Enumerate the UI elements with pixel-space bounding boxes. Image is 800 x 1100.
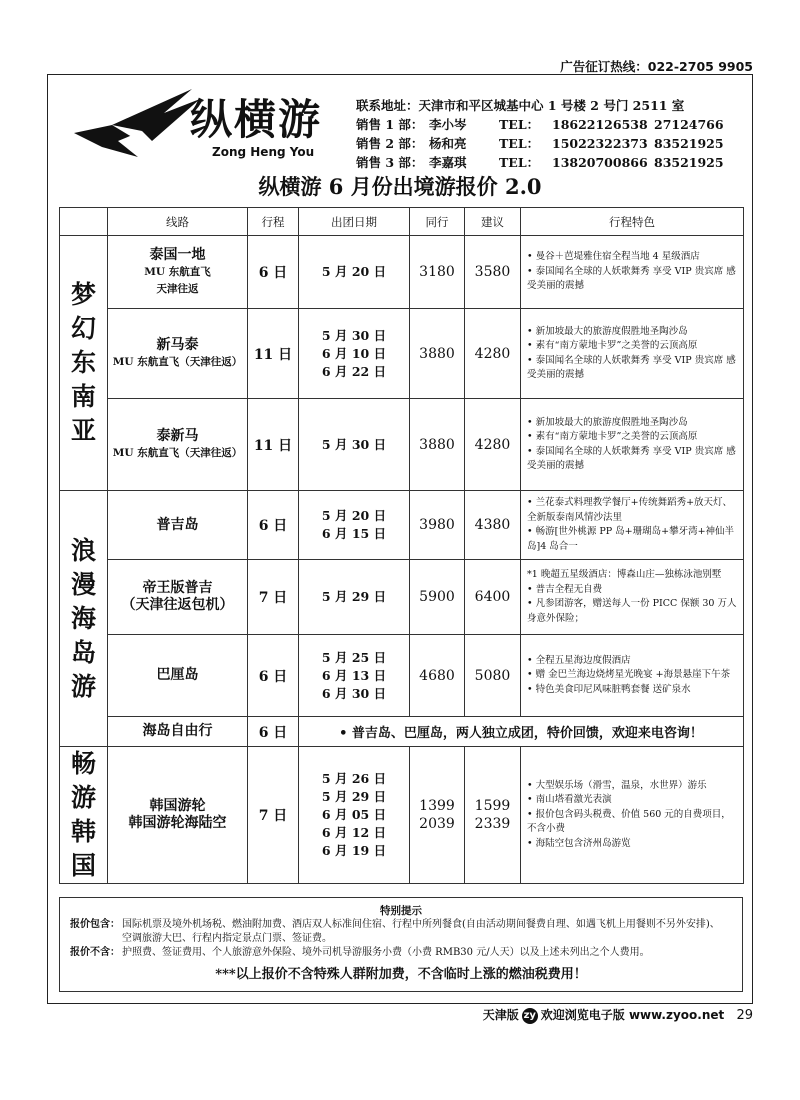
company-logo bbox=[72, 83, 338, 165]
features-cell: • 全程五星海边度假酒店 • 赠 金巴兰海边烧烤星光晚宴 +海景悬崖下午茶 • 特色美食印尼风味脏鸭套餐 送矿泉水 bbox=[521, 635, 744, 717]
peer-price: 3880 bbox=[410, 399, 465, 491]
tel-label: TEL： bbox=[499, 155, 540, 170]
features-cell: • 兰花泰式料理教学餐厅+传统舞蹈秀+放天灯、全新版泰南风情沙法里 • 畅游[世外桃源 PP 岛+珊瑚岛+攀牙湾+神仙半岛]4 岛合一 bbox=[521, 491, 744, 560]
days-cell: 6 日 bbox=[248, 717, 299, 747]
sales-mobile: 13820700866 bbox=[552, 155, 648, 170]
features-cell: • 新加坡最大的旅游度假胜地圣陶沙岛 • 素有“南方蒙地卡罗”之美誉的云顶高原 • 泰国闻名全球的人妖歌舞秀 享受 VIP 贵宾席 感受美丽的震撼 bbox=[521, 309, 744, 399]
region-label: 畅 游 韩 国 bbox=[60, 747, 108, 884]
days-cell: 6 日 bbox=[248, 635, 299, 717]
table-row bbox=[60, 491, 744, 560]
route-cell: 普吉岛 bbox=[108, 491, 248, 560]
region-label: 浪 漫 海 岛 游 bbox=[60, 491, 108, 747]
address-row bbox=[356, 96, 684, 115]
notice-tail: ***以上报价不含特殊人群附加费，不含临时上涨的燃油税费用！ bbox=[215, 967, 587, 982]
peer-price: 5900 bbox=[410, 560, 465, 635]
exclude-text: 护照费、签证费用、个人旅游意外保险、境外司机导游服务小费（小费 RMB30 元/人天）以及上述未列出之个人费用。 bbox=[122, 947, 650, 958]
table-header-row bbox=[60, 208, 744, 236]
notice-include bbox=[60, 918, 742, 946]
ad-hotline: 广告征订热线：022-2705 9905 bbox=[560, 59, 753, 74]
column-header: 行程特色 bbox=[521, 208, 744, 236]
table-row bbox=[60, 399, 744, 491]
sales-phone: 83521925 bbox=[654, 136, 724, 151]
column-header: 行程 bbox=[248, 208, 299, 236]
sales-row bbox=[356, 115, 724, 134]
sales-phone: 83521925 bbox=[654, 155, 724, 170]
days-cell: 11 日 bbox=[248, 309, 299, 399]
features-cell: • 大型娱乐场（滑雪，温泉，水世界）游乐 • 南山塔看激光表演 • 报价包含码头税费、价值 560 元的自费项目，不含小费 • 海陆空包含济州岛游览 bbox=[521, 747, 744, 884]
footer-text: 欢迎浏览电子版 bbox=[540, 1008, 625, 1022]
suggested-price: 4380 bbox=[465, 491, 521, 560]
suggested-price: 5080 bbox=[465, 635, 521, 717]
route-cell: 泰新马 MU 东航直飞（天津往返） bbox=[108, 399, 248, 491]
table-row bbox=[60, 747, 744, 884]
table-row bbox=[60, 717, 744, 747]
dates-cell: 5 月 25 日 6 月 13 日 6 月 30 日 bbox=[299, 635, 410, 717]
suggested-price: 4280 bbox=[465, 399, 521, 491]
special-notice bbox=[59, 897, 743, 992]
sales-row bbox=[356, 134, 724, 153]
column-header: 同行 bbox=[410, 208, 465, 236]
suggested-price: 3580 bbox=[465, 236, 521, 309]
peer-price: 3980 bbox=[410, 491, 465, 560]
address-value: 天津市和平区城基中心 1 号楼 2 号门 2511 室 bbox=[418, 98, 685, 113]
logo-text: 纵横游 bbox=[190, 95, 323, 144]
sales-mobile: 18622126538 bbox=[552, 117, 648, 132]
sales-name: 李小岑 bbox=[429, 117, 467, 132]
sales-mobile: 15022322373 bbox=[552, 136, 648, 151]
dates-cell: 5 月 20 日 6 月 15 日 bbox=[299, 491, 410, 560]
dates-cell: 5 月 30 日 6 月 10 日 6 月 22 日 bbox=[299, 309, 410, 399]
include-label: 报价包含： bbox=[70, 919, 120, 930]
table-row bbox=[60, 635, 744, 717]
route-cell: 泰国一地 MU 东航直飞 天津往返 bbox=[108, 236, 248, 309]
sales-dept: 销售 3 部： bbox=[356, 155, 424, 170]
suggested-price: 6400 bbox=[465, 560, 521, 635]
features-cell: • 新加坡最大的旅游度假胜地圣陶沙岛 • 素有“南方蒙地卡罗”之美誉的云顶高原 • 泰国闻名全球的人妖歌舞秀 享受 VIP 贵宾席 感受美丽的震撼 bbox=[521, 399, 744, 491]
notice-exclude bbox=[60, 946, 742, 960]
table-row bbox=[60, 236, 744, 309]
days-cell: 7 日 bbox=[248, 747, 299, 884]
logo-subtext: Zong Heng You bbox=[212, 145, 315, 159]
peer-price: 3180 bbox=[410, 236, 465, 309]
footer bbox=[483, 1006, 753, 1024]
column-header: 线路 bbox=[108, 208, 248, 236]
free-travel-note: • 普吉岛、巴厘岛，两人独立成团，特价回馈，欢迎来电咨询！ bbox=[299, 717, 744, 747]
zy-badge-icon: zy bbox=[522, 1008, 538, 1024]
page-number: 29 bbox=[736, 1008, 753, 1023]
table-row bbox=[60, 309, 744, 399]
days-cell: 6 日 bbox=[248, 491, 299, 560]
sales-dept: 销售 2 部： bbox=[356, 136, 424, 151]
region-header bbox=[60, 208, 108, 236]
tel-label: TEL： bbox=[499, 136, 540, 151]
sales-phone: 27124766 bbox=[654, 117, 724, 132]
features-cell: • 曼谷＋芭堤雅住宿全程当地 4 星级酒店 • 泰国闻名全球的人妖歌舞秀 享受 VIP 贵宾席 感受美丽的震撼 bbox=[521, 236, 744, 309]
notice-title: 特别提示 bbox=[380, 905, 422, 917]
table-row bbox=[60, 560, 744, 635]
sales-dept: 销售 1 部： bbox=[356, 117, 424, 132]
suggested-price: 4280 bbox=[465, 309, 521, 399]
peer-price: 1399 2039 bbox=[410, 747, 465, 884]
edition-label: 天津版 bbox=[482, 1008, 519, 1022]
features-cell: *1 晚超五星级酒店：博森山庄—独栋泳池别墅 • 普吉全程无自费 • 凡参团游客，赠送每人一份 PICC 保额 30 万人身意外保险； bbox=[521, 560, 744, 635]
route-cell: 巴厘岛 bbox=[108, 635, 248, 717]
address-label: 联系地址： bbox=[356, 98, 419, 113]
peer-price: 3880 bbox=[410, 309, 465, 399]
contact-block bbox=[356, 96, 724, 172]
footer-url[interactable]: www.zyoo.net bbox=[628, 1008, 725, 1022]
dates-cell: 5 月 30 日 bbox=[299, 399, 410, 491]
sales-name: 李嘉琪 bbox=[429, 155, 467, 170]
peer-price: 4680 bbox=[410, 635, 465, 717]
days-cell: 7 日 bbox=[248, 560, 299, 635]
route-cell: 海岛自由行 bbox=[108, 717, 248, 747]
include-text: 国际机票及境外机场税、燃油附加费、酒店双人标准间住宿、行程中所列餐食(自由活动期间餐费自理、如遇飞机上用餐则不另外安排)、空调旅游大巴、行程内指定景点门票、签证费。 bbox=[122, 919, 720, 944]
dates-cell: 5 月 26 日 5 月 29 日 6 月 05 日 6 月 12 日 6 月 19 日 bbox=[299, 747, 410, 884]
route-cell: 韩国游轮 韩国游轮海陆空 bbox=[108, 747, 248, 884]
dates-cell: 5 月 20 日 bbox=[299, 236, 410, 309]
region-label: 梦 幻 东 南 亚 bbox=[60, 236, 108, 491]
page-title: 纵横游 6 月份出境游报价 2.0 bbox=[258, 174, 542, 199]
bird-logo-icon bbox=[72, 83, 202, 165]
sales-name: 杨和亮 bbox=[429, 136, 467, 151]
sales-row bbox=[356, 153, 724, 172]
column-header: 建议 bbox=[465, 208, 521, 236]
tel-label: TEL： bbox=[499, 117, 540, 132]
column-header: 出团日期 bbox=[299, 208, 410, 236]
days-cell: 6 日 bbox=[248, 236, 299, 309]
route-cell: 新马泰 MU 东航直飞（天津往返） bbox=[108, 309, 248, 399]
suggested-price: 1599 2339 bbox=[465, 747, 521, 884]
exclude-label: 报价不含： bbox=[70, 947, 120, 958]
dates-cell: 5 月 29 日 bbox=[299, 560, 410, 635]
route-cell: 帝王版普吉 （天津往返包机） bbox=[108, 560, 248, 635]
price-table bbox=[59, 207, 744, 884]
days-cell: 11 日 bbox=[248, 399, 299, 491]
